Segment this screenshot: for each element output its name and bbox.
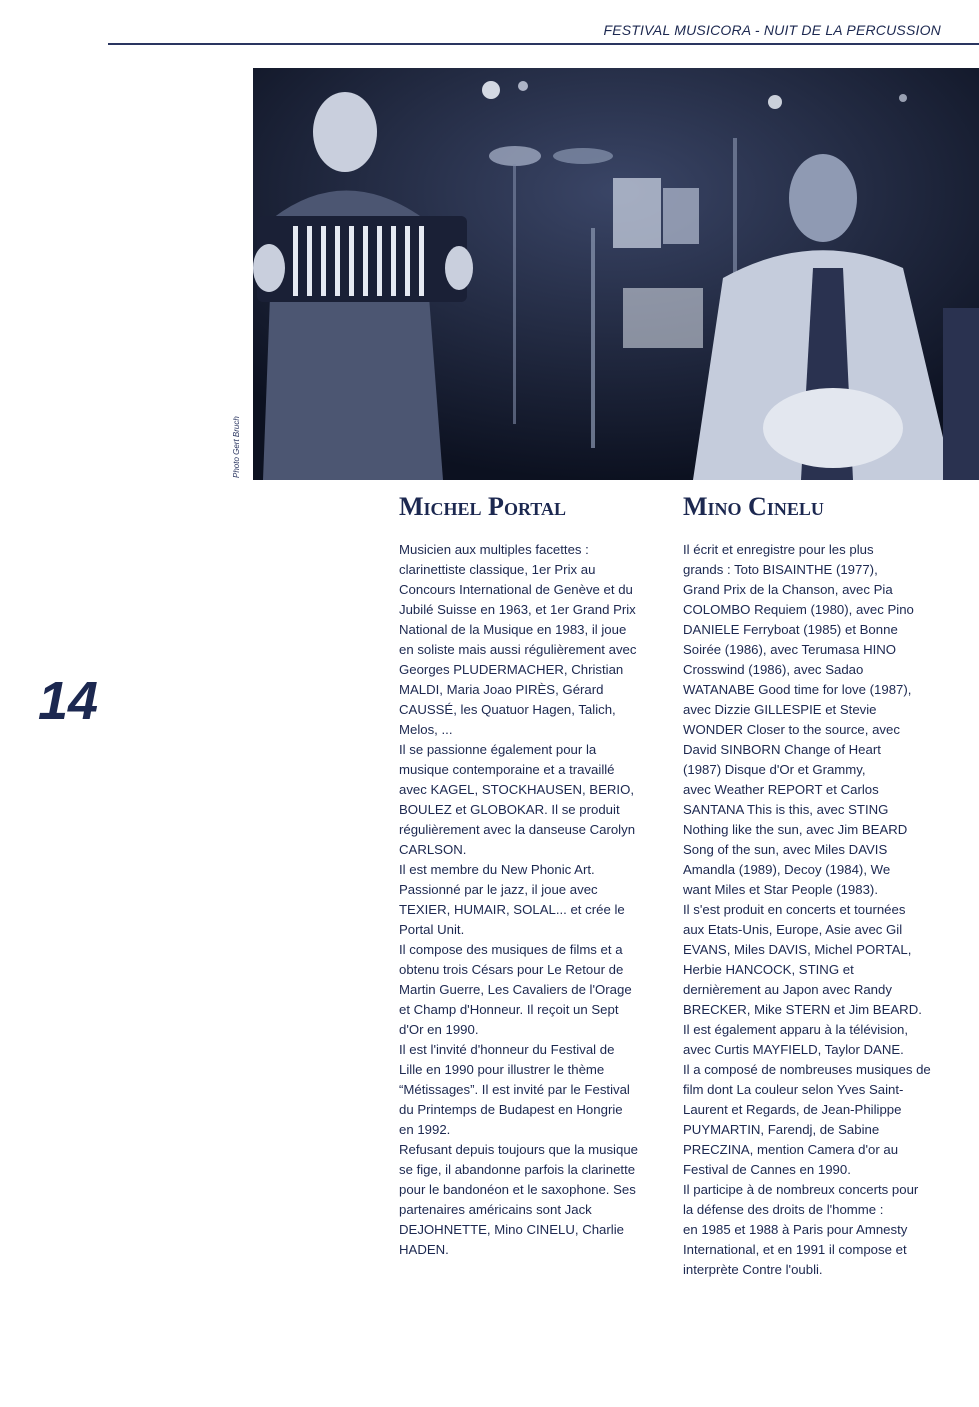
bio-line: BOULEZ et GLOBOKAR. Il se produit bbox=[399, 802, 620, 817]
bio-line: EVANS, Miles DAVIS, Michel PORTAL, bbox=[683, 942, 912, 957]
bio-line: Il est également apparu à la télévision, bbox=[683, 1022, 909, 1037]
michel-portal-name: Michel Portal bbox=[399, 492, 566, 521]
bio-line: Passionné par le jazz, il joue avec bbox=[399, 882, 598, 897]
bio-line: Lille en 1990 pour illustrer le thème bbox=[399, 1062, 605, 1077]
bio-line: du Printemps de Budapest en Hongrie bbox=[399, 1102, 623, 1117]
bio-line: et Champ d'Honneur. Il reçoit un Sept bbox=[399, 1002, 619, 1017]
bio-line: Il compose des musiques de films et a bbox=[399, 942, 623, 957]
bio-line: aux Etats-Unis, Europe, Asie avec Gil bbox=[683, 922, 903, 937]
bio-line: Martin Guerre, Les Cavaliers de l'Orage bbox=[399, 982, 632, 997]
mino-cinelu-name: Mino Cinelu bbox=[683, 492, 824, 521]
bio-line: (1987) Disque d'Or et Grammy, bbox=[683, 762, 866, 777]
bio-line: COLOMBO Requiem (1980), avec Pino bbox=[683, 602, 914, 617]
bio-line: DEJOHNETTE, Mino CINELU, Charlie bbox=[399, 1222, 624, 1237]
bio-line: Song of the sun, avec Miles DAVIS bbox=[683, 842, 888, 857]
bio-line: SANTANA This is this, avec STING bbox=[683, 802, 889, 817]
mino-cinelu-column bbox=[683, 490, 953, 1280]
bio-line: partenaires américains sont Jack bbox=[399, 1202, 592, 1217]
bio-line: Il écrit et enregistre pour les plus bbox=[683, 542, 874, 557]
bio-line: Il participe à de nombreux concerts pour bbox=[683, 1182, 919, 1197]
bio-line: Il s'est produit en concerts et tournées bbox=[683, 902, 906, 917]
bio-line: Crosswind (1986), avec Sadao bbox=[683, 662, 864, 677]
bio-line: Il a composé de nombreuses musiques de bbox=[683, 1062, 931, 1077]
bio-line: avec Dizzie GILLESPIE et Stevie bbox=[683, 702, 877, 717]
bio-line: Nothing like the sun, avec Jim BEARD bbox=[683, 822, 908, 837]
bio-line: TEXIER, HUMAIR, SOLAL... et crée le bbox=[399, 902, 625, 917]
bio-line: “Métissages”. Il est invité par le Festival bbox=[399, 1082, 630, 1097]
bio-line: Soirée (1986), avec Terumasa HINO bbox=[683, 642, 897, 657]
bio-line: Herbie HANCOCK, STING et bbox=[683, 962, 854, 977]
bio-line: clarinettiste classique, 1er Prix au bbox=[399, 562, 596, 577]
bio-line: dernièrement au Japon avec Randy bbox=[683, 982, 892, 997]
bio-line: David SINBORN Change of Heart bbox=[683, 742, 881, 757]
bio-line: la défense des droits de l'homme : bbox=[683, 1202, 884, 1217]
bio-line: International, et en 1991 il compose et bbox=[683, 1242, 907, 1257]
bio-line: avec Weather REPORT et Carlos bbox=[683, 782, 879, 797]
bio-line: en 1985 et 1988 à Paris pour Amnesty bbox=[683, 1222, 908, 1237]
bio-line: Il se passionne également pour la bbox=[399, 742, 597, 757]
bio-line: Refusant depuis toujours que la musique bbox=[399, 1142, 638, 1157]
bio-line: CAUSSÉ, les Quatuor Hagen, Talich, bbox=[399, 702, 616, 717]
bio-line: Festival de Cannes en 1990. bbox=[683, 1162, 851, 1177]
bio-line: MALDI, Maria Joao PIRÈS, Gérard bbox=[399, 682, 604, 697]
running-header: FESTIVAL MUSICORA - NUIT DE LA PERCUSSION bbox=[603, 22, 941, 38]
bio-line: Laurent et Regards, de Jean-Philippe bbox=[683, 1102, 902, 1117]
michel-portal-bio bbox=[399, 540, 669, 1260]
bio-line: en soliste mais aussi régulièrement avec bbox=[399, 642, 637, 657]
header-rule bbox=[108, 43, 979, 45]
bio-line: CARLSON. bbox=[399, 842, 467, 857]
bio-line: Concours International de Genève et du bbox=[399, 582, 633, 597]
mino-cinelu-bio bbox=[683, 540, 953, 1280]
bio-line: WATANABE Good time for love (1987), bbox=[683, 682, 912, 697]
bio-line: DANIELE Ferryboat (1985) et Bonne bbox=[683, 622, 898, 637]
bio-line: pour le bandonéon et le saxophone. Ses bbox=[399, 1182, 636, 1197]
bio-line: se fige, il abandonne parfois la clarinette bbox=[399, 1162, 636, 1177]
bio-line: film dont La couleur selon Yves Saint- bbox=[683, 1082, 904, 1097]
bio-line: National de la Musique en 1983, il joue bbox=[399, 622, 627, 637]
bio-line: avec KAGEL, STOCKHAUSEN, BERIO, bbox=[399, 782, 635, 797]
bio-line: interprète Contre l'oubli. bbox=[683, 1262, 823, 1277]
bio-line: want Miles et Star People (1983). bbox=[683, 882, 878, 897]
bio-line: Jubilé Suisse en 1963, et 1er Grand Prix bbox=[399, 602, 636, 617]
photo-illustration bbox=[253, 68, 979, 480]
page-number: 14 bbox=[38, 671, 99, 731]
photo-credit: Photo Gert Bruch bbox=[232, 416, 241, 478]
bio-line: Musicien aux multiples facettes : bbox=[399, 542, 589, 557]
bio-line: musique contemporaine et a travaillé bbox=[399, 762, 615, 777]
bio-line: BRECKER, Mike STERN et Jim BEARD. bbox=[683, 1002, 922, 1017]
bio-line: régulièrement avec la danseuse Carolyn bbox=[399, 822, 636, 837]
bio-line: PRECZINA, mention Camera d'or au bbox=[683, 1142, 899, 1157]
bio-line: Grand Prix de la Chanson, avec Pia bbox=[683, 582, 893, 597]
bio-line: obtenu trois Césars pour Le Retour de bbox=[399, 962, 624, 977]
bio-line: Il est membre du New Phonic Art. bbox=[399, 862, 595, 877]
bio-line: Georges PLUDERMACHER, Christian bbox=[399, 662, 624, 677]
bio-line: d'Or en 1990. bbox=[399, 1022, 479, 1037]
bio-line: avec Curtis MAYFIELD, Taylor DANE. bbox=[683, 1042, 904, 1057]
bio-line: HADEN. bbox=[399, 1242, 449, 1257]
bio-line: Amandla (1989), Decoy (1984), We bbox=[683, 862, 891, 877]
bio-line: Il est l'invité d'honneur du Festival de bbox=[399, 1042, 615, 1057]
bio-line: Portal Unit. bbox=[399, 922, 465, 937]
bio-line: WONDER Closer to the source, avec bbox=[683, 722, 900, 737]
bio-line: en 1992. bbox=[399, 1122, 451, 1137]
bio-line: grands : Toto BISAINTHE (1977), bbox=[683, 562, 878, 577]
concert-photo bbox=[253, 68, 979, 480]
bio-line: Melos, ... bbox=[399, 722, 453, 737]
bio-line: PUYMARTIN, Farendj, de Sabine bbox=[683, 1122, 880, 1137]
michel-portal-column bbox=[399, 490, 669, 1260]
